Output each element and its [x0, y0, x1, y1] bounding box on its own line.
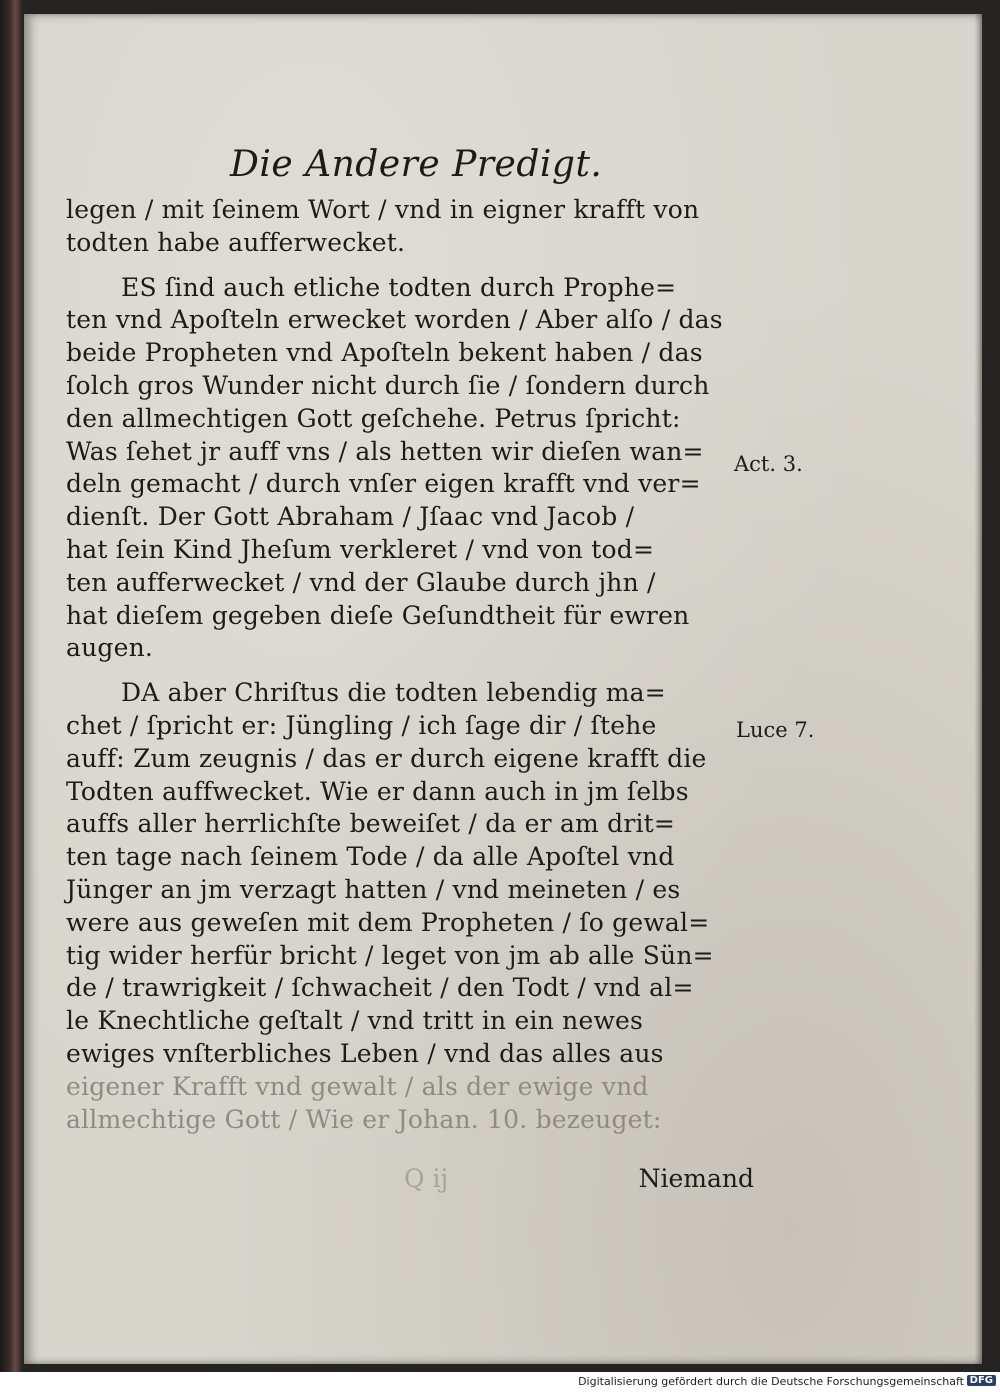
text-line: were aus geweſen mit dem Propheten / ſo gewal=	[66, 907, 710, 937]
text-line: hat ſein Kind Jheſum verkleret / vnd von tod=	[66, 534, 655, 564]
text-line: ewiges vnſterbliches Leben / vnd das alles aus	[66, 1038, 664, 1068]
text-line: beide Propheten vnd Apoſteln bekent haben / das	[66, 338, 703, 368]
paragraph-gap	[66, 665, 746, 677]
footer-bar	[0, 1372, 1000, 1392]
text-line: allmechtige Gott / Wie er Johan. 10. bezeuget:	[66, 1104, 662, 1134]
paragraph-gap	[66, 260, 746, 272]
text-line: legen / mit ſeinem Wort / vnd in eigner krafft von	[66, 195, 700, 224]
signature-mark: Q ij	[404, 1164, 449, 1193]
text-line: deln gemacht / durch vnſer eigen krafft vnd ver=	[66, 469, 701, 499]
text-line: den allmechtigen Gott geſchehe. Petrus ſpricht:	[66, 403, 681, 433]
text-line: ten tage nach ſeinem Tode / da alle Apoſtel vnd	[66, 842, 675, 872]
text-line: dienſt. Der Gott Abraham / Jſaac vnd Jacob /	[66, 502, 635, 532]
text-line: le Knechtliche geſtalt / vnd tritt in ein newes	[66, 1006, 644, 1036]
margin-note-luce: Luce 7.	[736, 718, 815, 742]
funding-credit: Digitalisierung gefördert durch die Deutsche Forschungsgemeinschaft	[578, 1375, 964, 1388]
body-text	[66, 194, 746, 1136]
text-line: hat dieſem gegeben dieſe Geſundtheit für ewren	[66, 600, 690, 630]
signature-line	[404, 1164, 754, 1193]
text-line: tig wider herfür bricht / leget von jm ab alle Sün=	[66, 940, 714, 970]
running-header: Die Andere Predigt.	[230, 144, 603, 185]
text-line: auff: Zum zeugnis / das er durch eigene krafft die	[66, 743, 707, 773]
text-line: auffs aller herrlichſte beweiſet / da er am drit=	[66, 809, 676, 839]
text-line: Todten auffwecket. Wie er dann auch in jm ſelbs	[66, 776, 689, 806]
dfg-logo: DFG	[967, 1375, 996, 1386]
text-line: augen.	[66, 633, 154, 663]
text-line: Jünger an jm verzagt hatten / vnd meineten / es	[66, 874, 681, 904]
page-edge-shadow	[974, 14, 982, 1364]
text-line: de / trawrigkeit / ſchwacheit / den Todt / vnd al=	[66, 973, 694, 1003]
margin-note-act: Act. 3.	[734, 452, 803, 476]
text-line: ſolch gros Wunder nicht durch ſie / ſondern durch	[66, 370, 710, 400]
book-spine-edge	[0, 0, 22, 1372]
text-line: ten aufferwecket / vnd der Glaube durch jhn /	[66, 567, 656, 597]
text-line: Was ſehet jr auff vns / als hetten wir dieſen wan=	[66, 436, 704, 466]
text-line: ten vnd Apoſteln erwecket worden / Aber alſo / das	[66, 305, 723, 335]
text-line: todten habe aufferwecket.	[66, 227, 406, 257]
text-line: eigener Krafft vnd gewalt / als der ewige vnd	[66, 1071, 649, 1101]
book-page	[24, 14, 982, 1364]
text-line: DA aber Chriſtus die todten lebendig ma=	[121, 678, 666, 708]
text-line: ES ſind auch etliche todten durch Prophe=	[121, 272, 677, 302]
text-line: chet / ſpricht er: Jüngling / ich ſage dir / ſtehe	[66, 710, 657, 740]
catchword: Niemand	[638, 1164, 754, 1193]
